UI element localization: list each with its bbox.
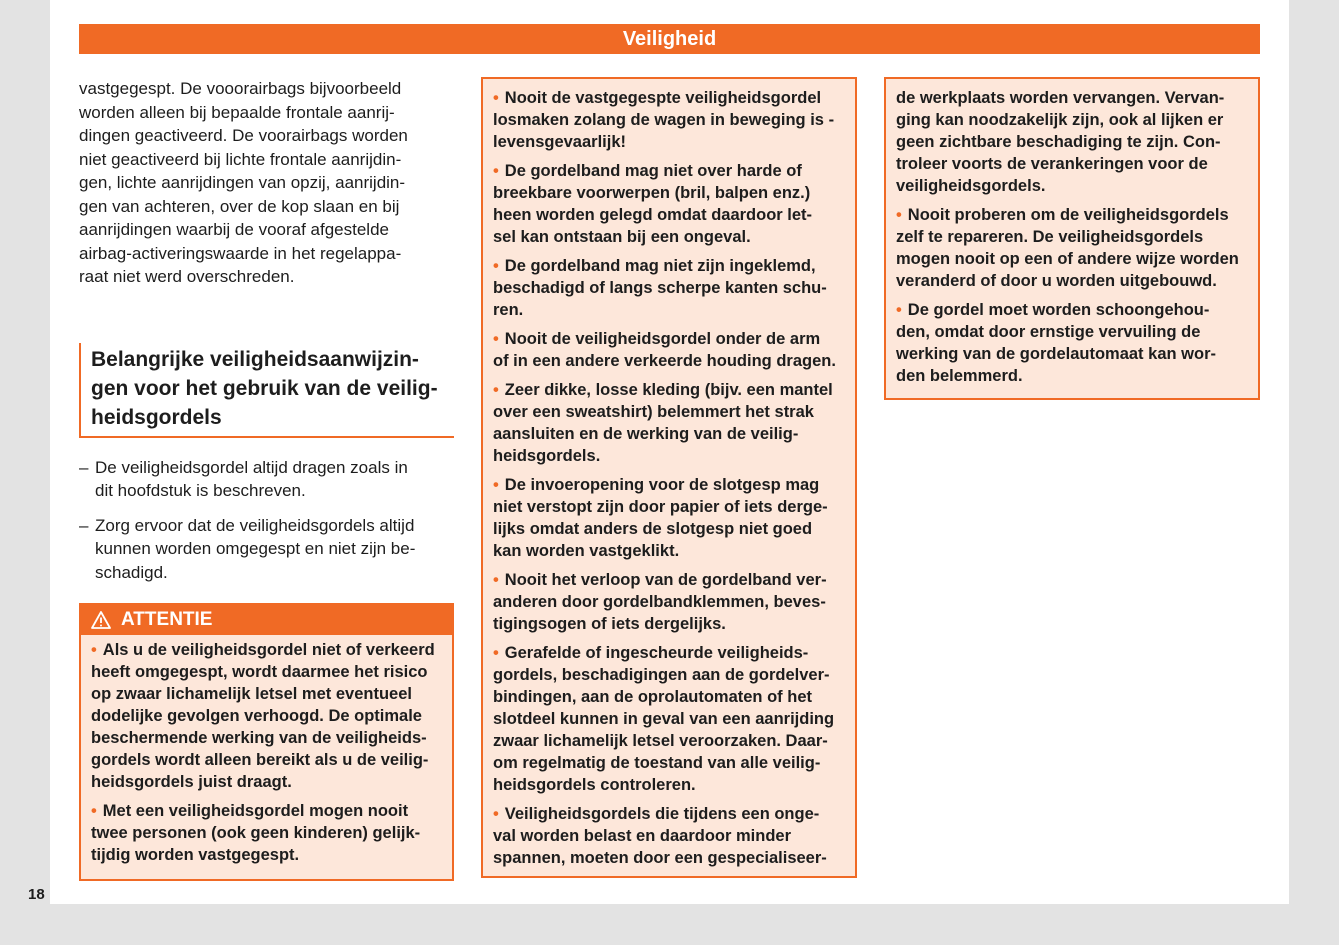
dash-marker: – (79, 457, 89, 477)
section-subheading (79, 343, 454, 438)
warning-item-line: levensgevaarlijk! (493, 133, 626, 151)
warning-item-line: anderen door gordelbandklemmen, beves- (493, 593, 826, 611)
warning-item-line: spannen, moeten door een gespecialiseer- (493, 849, 827, 867)
bullet-icon: • (493, 644, 499, 662)
page-number: 18 (28, 886, 45, 903)
warning-item-line: beschadigd of langs scherpe kanten schu- (493, 279, 827, 297)
warning-item-line: heidsgordels. (493, 447, 601, 465)
warning-item-line: kan worden vastgeklikt. (493, 542, 680, 560)
continued-text (896, 87, 1248, 197)
intro-line: gen van achteren, over de kop slaan en bij (79, 196, 400, 216)
warning-item-line: gordels wordt alleen bereikt als u de veilig- (91, 751, 429, 769)
warning-item-line: De gordelband mag niet over harde of (504, 162, 802, 180)
warning-box (79, 603, 454, 881)
warning-item-line: bindingen, aan de oprolautomaten of het (493, 688, 813, 706)
warning-item-line: De invoeropening voor de slotgesp mag (504, 476, 820, 494)
warning-item-line: op zwaar lichamelijk letsel met eventueel (91, 685, 412, 703)
warning-item-line: slotdeel kunnen in geval van een aanrijding (493, 710, 835, 728)
continued-line: geen zichtbare beschadiging te zijn. Con- (896, 133, 1221, 151)
warning-item-line: heeft omgegespt, wordt daarmee het risico (91, 663, 428, 681)
warning-item (896, 204, 1248, 292)
warning-item-line: Nooit het verloop van de gordelband ver- (504, 571, 827, 589)
warning-item-line: lijks omdat anders de slotgesp niet goed (493, 520, 813, 538)
warning-item (493, 87, 845, 153)
warning-item-line: ren. (493, 301, 524, 319)
warning-item (493, 569, 845, 635)
bullet-icon: • (493, 571, 499, 589)
continued-line: ging kan noodzakelijk zijn, ook al lijken er (896, 111, 1224, 129)
intro-line: aanrijdingen waarbij de vooraf afgestelde (79, 220, 389, 239)
warning-item-line: Nooit de veiligheidsgordel onder de arm (504, 330, 821, 348)
warning-item-line: tigingsogen of iets dergelijks. (493, 615, 726, 633)
warning-item (493, 255, 845, 321)
warning-item (493, 474, 845, 562)
warning-item (91, 800, 442, 866)
list-item-line: kunnen worden omgegespt en niet zijn be- (95, 539, 416, 558)
warning-item-line: zelf te repareren. De veiligheidsgordels (896, 228, 1204, 246)
warning-item (493, 328, 845, 372)
list-item-line: schadigd. (95, 562, 168, 582)
warning-item-line: mogen nooit op een of andere wijze worden (896, 250, 1239, 268)
intro-line: dingen geactiveerd. De voorairbags worden (79, 126, 408, 145)
warning-item-line: heidsgordels juist draagt. (91, 773, 292, 791)
bullet-icon: • (493, 162, 499, 180)
warning-item-line: niet verstopt zijn door papier of iets derge- (493, 498, 828, 516)
warning-item-line: zwaar lichamelijk letsel veroorzaken. Daar- (493, 732, 828, 750)
warning-item-line: De gordelband mag niet zijn ingeklemd, (504, 257, 816, 275)
warning-body (81, 635, 452, 879)
intro-line: raat niet werd overschreden. (79, 267, 295, 286)
warning-item-line: Nooit de vastgegespte veiligheidsgordel (504, 89, 822, 107)
warning-item-line: val worden belast en daardoor minder (493, 827, 791, 845)
bullet-icon: • (91, 802, 97, 820)
warning-item-line: dodelijke gevolgen verhoogd. De optimale (91, 707, 422, 725)
warning-item-line: De gordel moet worden schoongehou- (907, 301, 1210, 319)
bullet-icon: • (493, 257, 499, 275)
warning-item-line: sel kan ontstaan bij een ongeval. (493, 228, 751, 246)
warning-item-line: tijdig worden vastgegespt. (91, 846, 300, 864)
bullet-icon: • (91, 641, 97, 659)
warning-header (81, 605, 452, 635)
warning-item (493, 160, 845, 248)
warning-item-line: veranderd of door u worden uitgebouwd. (896, 272, 1217, 290)
warning-item-line: Met een veiligheidsgordel mogen nooit (102, 802, 409, 820)
warning-item-line: Veiligheidsgordels die tijdens een onge- (504, 805, 820, 823)
warning-item (91, 639, 442, 793)
column-right-warning-box (884, 77, 1260, 400)
bullet-icon: • (896, 301, 902, 319)
intro-line: airbag-activeringswaarde in het regelappa- (79, 243, 402, 263)
heading-line: heidsgordels (91, 405, 222, 429)
warning-triangle-icon (91, 611, 111, 629)
continued-line: veiligheidsgordels. (896, 177, 1046, 195)
intro-line: worden alleen bij bepaalde frontale aanrij- (79, 102, 395, 122)
warning-item (896, 299, 1248, 387)
intro-line: gen, lichte aanrijdingen van opzij, aanrijdin- (79, 173, 406, 192)
warning-item-line: gordels, beschadigingen aan de gordelver- (493, 666, 830, 684)
warning-item-line: over een sweatshirt) belemmert het strak (493, 403, 814, 421)
bullet-icon: • (493, 476, 499, 494)
list-item-line: Zorg ervoor dat de veiligheidsgordels altijd (95, 515, 415, 535)
warning-title: ATTENTIE (121, 609, 213, 630)
warning-item-line: Zeer dikke, losse kleding (bijv. een mantel (504, 381, 833, 399)
warning-item (493, 379, 845, 467)
heading-line: gen voor het gebruik van de veilig- (91, 376, 438, 400)
intro-line: vastgegespt. De vooorairbags bijvoorbeeld (79, 79, 402, 98)
intro-paragraph (79, 77, 454, 289)
warning-item-line: Als u de veiligheidsgordel niet of verkeerd (102, 641, 435, 659)
dash-marker: – (79, 515, 89, 535)
intro-line: niet geactiveerd bij lichte frontale aanrijdin- (79, 149, 402, 169)
warning-item (493, 642, 845, 796)
warning-item-line: twee personen (ook geen kinderen) gelijk- (91, 824, 421, 842)
continued-line: de werkplaats worden vervangen. Vervan- (896, 89, 1225, 107)
bullet-icon: • (493, 805, 499, 823)
list-item-line: dit hoofdstuk is beschreven. (95, 481, 306, 500)
list-item (79, 456, 454, 503)
warning-item-line: werking van de gordelautomaat kan wor- (896, 345, 1216, 363)
warning-item-line: breekbare voorwerpen (bril, balpen enz.) (493, 184, 811, 202)
list-item (79, 514, 454, 585)
warning-item (493, 803, 845, 869)
warning-item-line: losmaken zolang de wagen in beweging is - (493, 111, 835, 129)
warning-item-line: of in een andere verkeerde houding dragen. (493, 352, 836, 370)
bullet-icon: • (493, 330, 499, 348)
warning-item-line: Nooit proberen om de veiligheidsgordels (907, 206, 1229, 224)
section-header: Veiligheid (79, 24, 1260, 54)
bullet-icon: • (896, 206, 902, 224)
list-item-line: De veiligheidsgordel altijd dragen zoals in (95, 457, 408, 477)
warning-item-line: aansluiten en de werking van de veilig- (493, 425, 799, 443)
column-middle-warning-box (481, 77, 857, 878)
warning-item-line: om regelmatig de toestand van alle veilig- (493, 754, 821, 772)
warning-item-line: Gerafelde of ingescheurde veiligheids- (504, 644, 809, 662)
warning-item-line: den belemmerd. (896, 367, 1023, 385)
column-left (79, 77, 454, 881)
warning-item-line: heen worden gelegd omdat daardoor let- (493, 206, 813, 224)
instruction-list (79, 456, 454, 585)
warning-item-line: den, omdat door ernstige vervuiling de (896, 323, 1201, 341)
subheading-title (91, 345, 446, 432)
continued-line: troleer voorts de verankeringen voor de (896, 155, 1208, 173)
bullet-icon: • (493, 381, 499, 399)
warning-item-line: beschermende werking van de veiligheids- (91, 729, 427, 747)
bullet-icon: • (493, 89, 499, 107)
heading-line: Belangrijke veiligheidsaanwijzin- (91, 347, 419, 371)
warning-item-line: heidsgordels controleren. (493, 776, 696, 794)
